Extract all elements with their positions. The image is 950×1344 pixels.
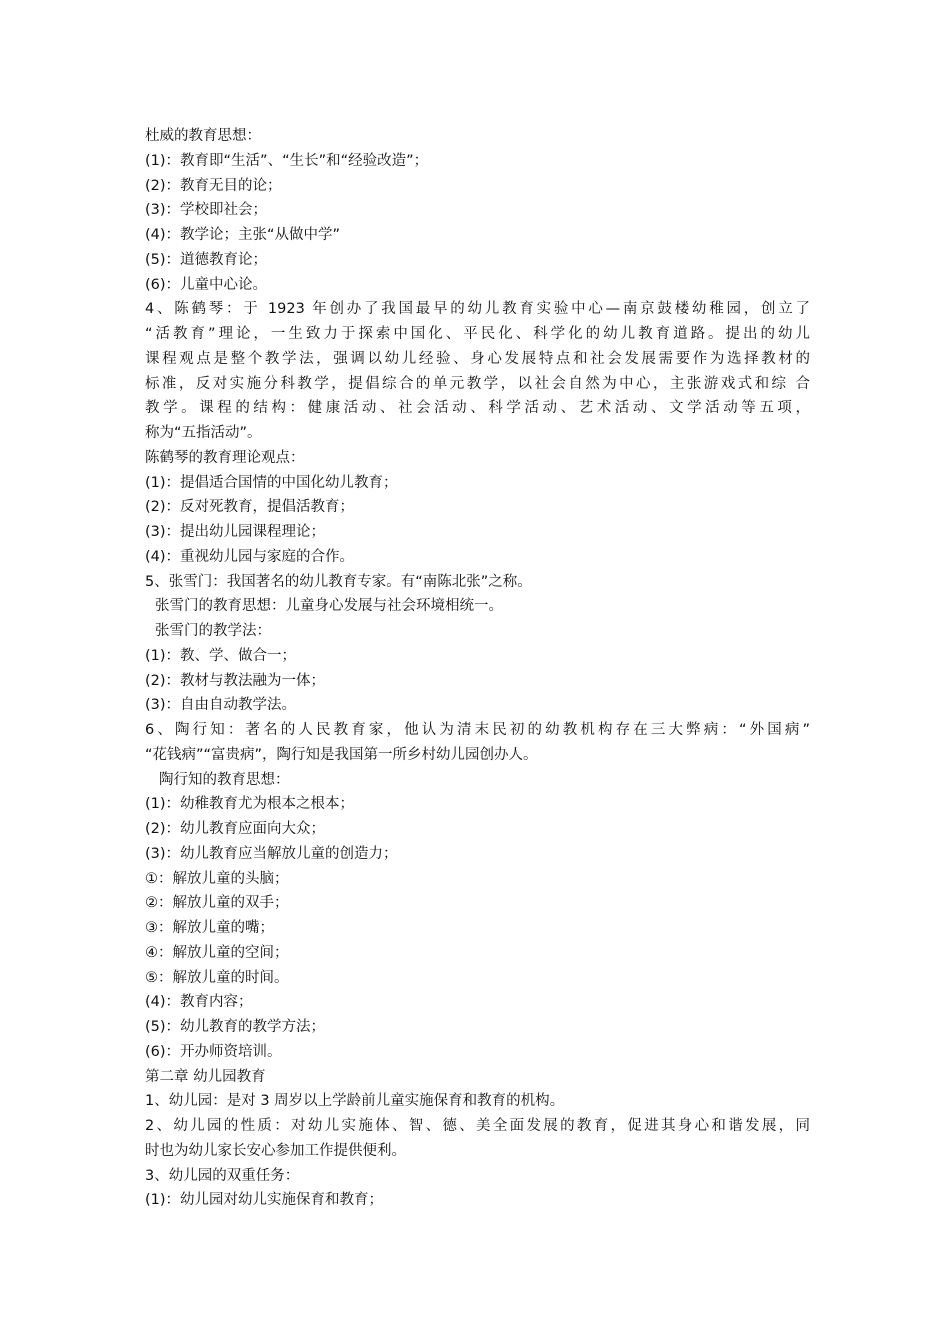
text-line: ⑤：解放儿童的时间。 xyxy=(145,969,289,986)
text-line: (3)：提出幼儿园课程理论； xyxy=(145,524,326,540)
text-line: (4)：教育内容； xyxy=(145,994,253,1011)
text-line: ④：解放儿童的空间； xyxy=(145,944,289,961)
text-line: (1)：提倡适合国情的中国化幼儿教育； xyxy=(145,474,398,491)
document-page xyxy=(145,124,810,1213)
text-line: (1)：教育即“生活”、“生长”和“经验改造”； xyxy=(145,152,429,169)
text-line: 1、幼儿园：是对 3 周岁以上学龄前儿童实施保育和教育的机构。 xyxy=(145,1093,565,1110)
text-line: 标准，反对实施分科教学，提倡综合的单元教学，以社会自然为中心，主张游戏式和综 合 xyxy=(145,375,810,392)
text-line: (2)：教材与教法融为一体； xyxy=(145,672,326,689)
text-line: 5、张雪门：我国著名的幼儿教育专家。有“南陈北张”之称。 xyxy=(145,573,532,590)
text-line: 3、幼儿园的双重任务： xyxy=(145,1167,300,1184)
text-line: (3)：幼儿教育应当解放儿童的创造力； xyxy=(145,845,398,862)
text-line: (6)：儿童中心论。 xyxy=(145,276,268,293)
text-line: 称为“五指活动”。 xyxy=(145,425,262,441)
text-line: (2)：教育无目的论； xyxy=(145,177,282,194)
text-line: 杜威的教育思想： xyxy=(145,128,261,144)
text-line: “活教育”理论，一生致力于探索中国化、平民化、科学化的幼儿教育道路。提出的幼儿 xyxy=(145,326,810,342)
text-line: (5)：幼儿教育的教学方法； xyxy=(145,1019,326,1035)
text-line: 4、陈鹤琴：于 1923 年创办了我国最早的幼儿教育实验中心—南京鼓楼幼稚园，创立了 xyxy=(145,301,810,318)
text-line: 张雪门的教学法： xyxy=(155,623,271,639)
text-line: 张雪门的教育思想：儿童身心发展与社会环境相统一。 xyxy=(155,598,503,615)
text-line: (6)：开办师资培训。 xyxy=(145,1043,282,1060)
text-line: 陈鹤琴的教育理论观点： xyxy=(145,449,305,466)
text-line: (4)：重视幼儿园与家庭的合作。 xyxy=(145,548,355,565)
text-line: (4)：教学论；主张“从做中学” xyxy=(145,227,341,243)
text-line: ③：解放儿童的嘴； xyxy=(145,920,274,936)
text-line: (5)：道德教育论； xyxy=(145,251,268,268)
text-line: (1)：幼稚教育尤为根本之根本； xyxy=(145,796,355,813)
text-line: (3)：学校即社会； xyxy=(145,202,268,219)
text-line: 6、陶行知：著名的人民教育家，他认为清末民初的幼教机构存在三大弊病：“外国病” xyxy=(145,722,810,738)
text-line: 时也为幼儿家长安心参加工作提供便利。 xyxy=(145,1142,406,1159)
text-line: (1)：幼儿园对幼儿实施保育和教育； xyxy=(145,1192,384,1209)
text-line: (2)：幼儿教育应面向大众； xyxy=(145,821,326,837)
text-line: 2、幼儿园的性质：对幼儿实施体、智、德、美全面发展的教育，促进其身心和谐发展，同 xyxy=(145,1118,810,1134)
text-line: “花钱病”“富贵病”，陶行知是我国第一所乡村幼儿园创办人。 xyxy=(145,746,538,763)
text-line: 课程观点是整个教学法，强调以幼儿经验、身心发展特点和社会发展需要作为选择教材的 xyxy=(145,350,810,367)
text-line: ②：解放儿童的双手； xyxy=(145,895,289,912)
text-line: 第二章 幼儿园教育 xyxy=(145,1068,266,1085)
text-line: 教学。课程的结构：健康活动、社会活动、科学活动、艺术活动、文学活动等五项， xyxy=(145,400,810,417)
text-line: 陶行知的教育思想： xyxy=(159,771,290,788)
text-line: (3)：自由自动教学法。 xyxy=(145,697,297,714)
text-line: ①：解放儿童的头脑； xyxy=(145,870,289,887)
text-line: (1)：教、学、做合一； xyxy=(145,647,297,664)
text-line: (2)：反对死教育，提倡活教育； xyxy=(145,499,355,516)
